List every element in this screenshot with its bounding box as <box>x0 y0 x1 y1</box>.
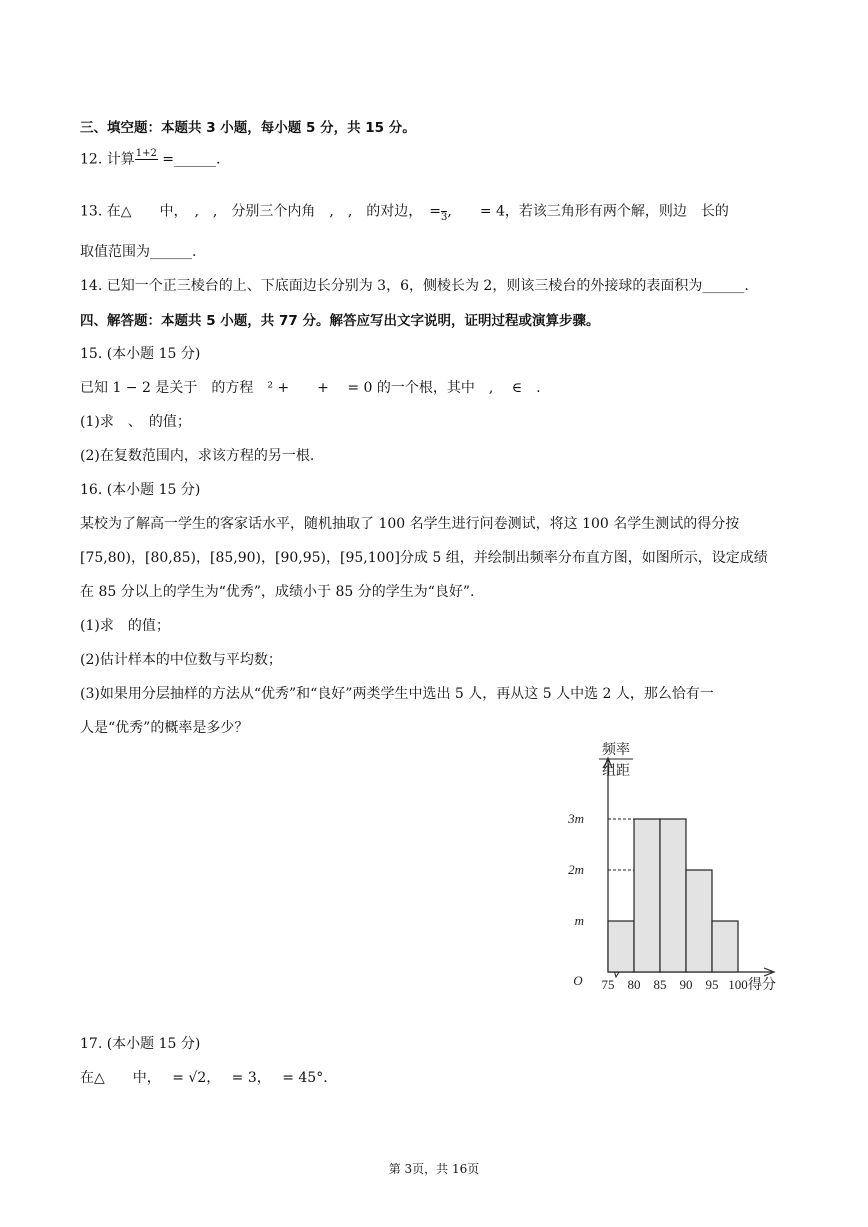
q16-part3-line2: 人是“优秀”的概率是多少？ <box>80 720 249 736</box>
question-13-line2: 取值范围为______. <box>80 244 197 260</box>
histogram-bar-80-85 <box>634 819 660 972</box>
q17-stem: 在△ 中， = √2， = 3， = 45°. <box>80 1070 328 1086</box>
y-axis-label-denominator: 组距 <box>602 763 630 779</box>
q15-part1: (1)求 、 的值； <box>80 414 191 430</box>
question-14: 14. 已知一个正三棱台的上、下底面边长分别为 3，6，侧棱长为 2，则该三棱台的外接球的表面积为______. <box>80 278 749 294</box>
histogram-bar-75-80 <box>608 921 634 972</box>
x-tick-label-100: 100 <box>728 977 748 992</box>
histogram-bars <box>608 819 738 972</box>
q13-fraction-denominator: 3 <box>441 212 448 223</box>
question-13-line1 <box>80 200 729 223</box>
q16-stem-line1: 某校为了解高一学生的客家话水平，随机抽取了 100 名学生进行问卷测试，将这 100 名学生测试的得分按 <box>80 516 740 532</box>
x-axis-label: 得分 <box>748 977 776 993</box>
q16-part1: (1)求 的值； <box>80 618 170 634</box>
q12-fraction <box>135 148 158 171</box>
q12-suffix: =______. <box>157 151 221 168</box>
histogram-bar-95-100 <box>712 921 738 972</box>
q15-title: 15. (本小题 15 分) <box>80 346 201 362</box>
q13-text-a: 13. 在△ 中， , , 分别三个内角 , , 的对边， = <box>80 203 442 220</box>
y-tick-label-3m: 3m <box>568 811 584 826</box>
histogram-bar-85-90 <box>660 819 686 972</box>
frequency-histogram <box>556 738 806 998</box>
fill-blank-section-header: 三、填空题：本题共 3 小题，每小题 5 分，共 15 分。 <box>80 120 416 136</box>
x-tick-label-85: 85 <box>653 977 667 992</box>
origin-label: O <box>573 973 583 988</box>
question-12 <box>80 148 220 171</box>
q16-stem-line2: [75,80)，[80,85)，[85,90)，[90,95)，[95,100]分成 5 组，并绘制出频率分布直方图，如图所示，设定成绩 <box>80 550 768 566</box>
x-tick-label-75: 75 <box>601 977 615 992</box>
q16-stem-line3: 在 85 分以上的学生为“优秀”，成绩小于 85 分的学生为“良好”. <box>80 584 475 600</box>
q16-part3-line1: (3)如果用分层抽样的方法从“优秀”和“良好”两类学生中选出 5 人，再从这 5 人中选 2 人，那么恰有一 <box>80 686 714 702</box>
y-tick-label-m: m <box>574 913 584 928</box>
answer-section-header: 四、解答题：本题共 5 小题，共 77 分。解答应写出文字说明，证明过程或演算步骤。 <box>80 313 600 329</box>
histogram-bar-90-95 <box>686 870 712 972</box>
y-axis-label-numerator: 频率 <box>602 742 630 758</box>
x-tick-label-80: 80 <box>627 977 641 992</box>
q16-title: 16. (本小题 15 分) <box>80 482 201 498</box>
q12-prefix: 12. 计算 <box>80 151 135 168</box>
q17-title: 17. (本小题 15 分) <box>80 1036 201 1052</box>
q15-stem: 已知 1 − 2 是关于 的方程 ² + + = 0 的一个根，其中 , ∈ . <box>80 380 541 396</box>
q15-part2: (2)在复数范围内，求该方程的另一根. <box>80 448 315 464</box>
q13-text-b: , = 4，若该三角形有两个解，则边 长的 <box>447 203 729 220</box>
x-tick-label-90: 90 <box>679 977 693 992</box>
y-tick-label-2m: 2m <box>568 862 584 877</box>
x-tick-label-95: 95 <box>705 977 719 992</box>
q12-fraction-numerator: 1+2 <box>135 148 157 159</box>
q16-part2: (2)估计样本的中位数与平均数； <box>80 652 282 668</box>
page-footer: 第 3页，共 16页 <box>388 1162 480 1176</box>
